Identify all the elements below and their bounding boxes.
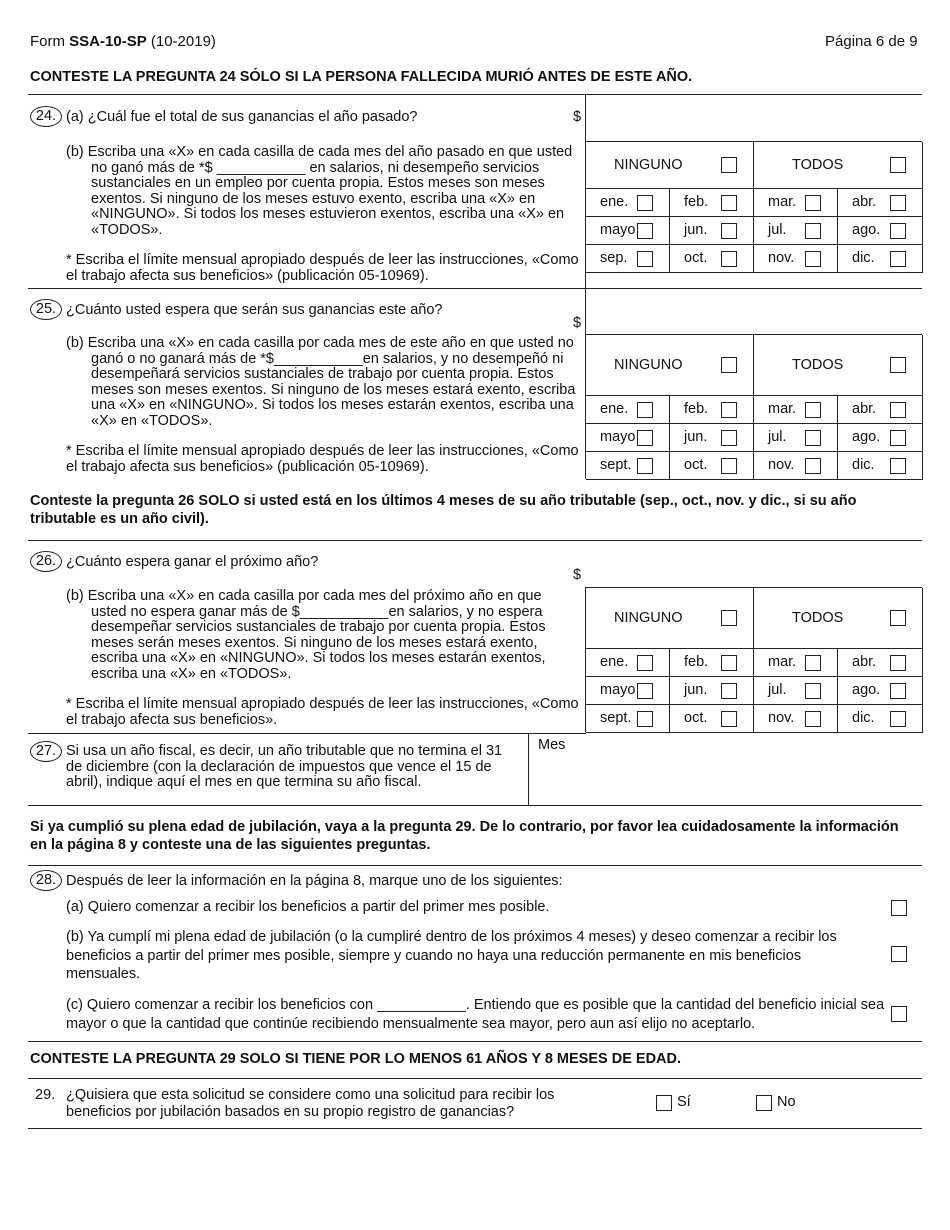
- q26-all-cell-label: TODOS: [792, 609, 844, 626]
- q26-all-checkbox[interactable]: [890, 610, 906, 626]
- q26-month-11: [838, 705, 923, 733]
- q24-month-8-label: sep.: [600, 250, 628, 267]
- q24-month-0: [586, 189, 670, 217]
- q26-month-10-label: nov.: [768, 710, 795, 727]
- q25-month-5-label: jun.: [684, 429, 708, 446]
- q26-month-9: [670, 705, 754, 733]
- q26-month-7-label: ago.: [852, 682, 881, 699]
- q25-month-checkbox-1[interactable]: [721, 402, 737, 418]
- q25-month-1-label: feb.: [684, 401, 709, 418]
- q24-month-checkbox-10[interactable]: [805, 251, 821, 267]
- q26-month-4-label: mayo: [600, 682, 636, 699]
- q26-month-9-label: oct.: [684, 710, 708, 727]
- q24-month-checkbox-4[interactable]: [637, 223, 653, 239]
- q28-instruction: Si ya cumplió su plena edad de jubilación, vaya a la pregunta 29. De lo contrario, por favor lea cuidadosamente la información en la página 8 y conteste una de las siguientes preguntas.: [30, 819, 899, 853]
- q27-text: Si usa un año fiscal, es decir, un año tributable que no termina el 31 de diciembre (con la declaración de impuestos que vence el 15 de abril), indique aquí el mes en que termina su año fiscal.: [66, 743, 503, 790]
- q24-month-6-label: jul.: [768, 222, 787, 239]
- q28a-checkbox[interactable]: [891, 900, 907, 916]
- q24-all-cell: [754, 142, 923, 189]
- q24-month-5-label: jun.: [684, 222, 708, 239]
- q25-month-5: [670, 424, 754, 452]
- q28a-text: (a) Quiero comenzar a recibir los beneficios a partir del primer mes posible.: [66, 899, 550, 915]
- q26-month-0-label: ene.: [600, 654, 629, 671]
- q24-month-8: [586, 245, 670, 273]
- q24-month-9: [670, 245, 754, 273]
- q25-month-checkbox-7[interactable]: [890, 430, 906, 446]
- q25-number: 25.: [30, 299, 62, 320]
- q26-month-checkbox-10[interactable]: [805, 711, 821, 727]
- q24-month-checkbox-7[interactable]: [890, 223, 906, 239]
- q25-month-checkbox-5[interactable]: [721, 430, 737, 446]
- q26-month-0: [586, 649, 670, 677]
- q26-month-5: [670, 677, 754, 705]
- q27-mes-label: Mes: [538, 737, 566, 753]
- q29-number: 29.: [35, 1087, 56, 1103]
- q25-month-10: [754, 452, 838, 480]
- q24-month-0-label: ene.: [600, 194, 629, 211]
- q26-all-cell: [754, 588, 923, 649]
- q26-month-checkbox-9[interactable]: [721, 711, 737, 727]
- q25-month-9-label: oct.: [684, 457, 708, 474]
- q24a-dollar: $: [573, 109, 582, 125]
- q24-month-4-label: mayo: [600, 222, 636, 239]
- q24-month-11: [838, 245, 923, 273]
- q26-month-1: [670, 649, 754, 677]
- q24-month-2-label: mar.: [768, 194, 797, 211]
- q25-month-6-label: jul.: [768, 429, 787, 446]
- q26-month-4: [586, 677, 670, 705]
- q24-month-checkbox-6[interactable]: [805, 223, 821, 239]
- q25-month-4-label: mayo: [600, 429, 636, 446]
- q25-none-cell: [586, 335, 754, 396]
- q24-month-checkbox-8[interactable]: [637, 251, 653, 267]
- q29-yes-label: Sí: [677, 1094, 691, 1110]
- q26a-dollar: $: [573, 567, 582, 583]
- q25b-text: (b) Escriba una «X» en cada casilla por cada mes de este año en que usted no ganó o no ganará más de *$___________en salarios, y no desempeñó ni desempeñará servicios sustanciales de trabajo por cuenta propia. Estos meses son meses exentos. Si ninguno de los meses estará exento, escriba una «X» en «NINGUNO». Si todos los meses estarán exentos, escriba una «X» en «TODOS».: [66, 335, 576, 429]
- q25-month-8-label: sept.: [600, 457, 632, 474]
- q26a-earnings-input[interactable]: [590, 546, 920, 584]
- q26-number: 26.: [30, 551, 62, 572]
- q25-none-cell-label: NINGUNO: [614, 356, 683, 373]
- q26-month-8-label: sept.: [600, 710, 632, 727]
- q24b-text: (b) Escriba una «X» en cada casilla de cada mes del año pasado en que usted no ganó más de *$ ___________ en salarios, ni desempeño servicios sustanciales en un empleo por cuenta propia. Estos meses son meses exentos. Si ninguno de los meses estuvo exento, escriba una «X» en «NINGUNO». Si todos los meses estuvieron exentos, escriba una «X» en «TODOS».: [66, 144, 573, 238]
- q25a-dollar: $: [573, 315, 582, 331]
- q25-month-checkbox-4[interactable]: [637, 430, 653, 446]
- q26-month-checkbox-3[interactable]: [890, 655, 906, 671]
- q26-month-checkbox-4[interactable]: [637, 683, 653, 699]
- q24-none-cell-label: NINGUNO: [614, 156, 683, 173]
- q25-month-checkbox-9[interactable]: [721, 458, 737, 474]
- q24-month-7-label: ago.: [852, 222, 881, 239]
- q24-month-5: [670, 217, 754, 245]
- q24-month-checkbox-1[interactable]: [721, 195, 737, 211]
- q24-month-checkbox-0[interactable]: [637, 195, 653, 211]
- q24-all-checkbox[interactable]: [890, 157, 906, 173]
- q29-no-label: No: [777, 1094, 796, 1110]
- q29-no-checkbox[interactable]: [756, 1095, 772, 1111]
- q24-month-checkbox-3[interactable]: [890, 195, 906, 211]
- q24-all-cell-label: TODOS: [792, 156, 844, 173]
- q25-month-8: [586, 452, 670, 480]
- q29-yes-checkbox[interactable]: [656, 1095, 672, 1111]
- q24-none-checkbox[interactable]: [721, 157, 737, 173]
- q26-month-checkbox-1[interactable]: [721, 655, 737, 671]
- q25-month-3-label: abr.: [852, 401, 877, 418]
- q26-month-5-label: jun.: [684, 682, 708, 699]
- q26-month-checkbox-0[interactable]: [637, 655, 653, 671]
- q25-month-11: [838, 452, 923, 480]
- q24-month-grid: [585, 141, 922, 272]
- q25-month-0: [586, 396, 670, 424]
- q26-month-2-label: mar.: [768, 654, 797, 671]
- q25-month-3: [838, 396, 923, 424]
- q25-month-checkbox-10[interactable]: [805, 458, 821, 474]
- q25-month-10-label: nov.: [768, 457, 795, 474]
- q29-instruction: CONTESTE LA PREGUNTA 29 SOLO SI TIENE POR LO MENOS 61 AÑOS Y 8 MESES DE EDAD.: [30, 1051, 682, 1067]
- q24a-earnings-input[interactable]: [590, 98, 920, 138]
- q26-instruction: Conteste la pregunta 26 SOLO si usted está en los últimos 4 meses de su año tributable (sep., oct., nov. y dic., si su año tributable es un año civil).: [30, 493, 857, 527]
- q24-none-cell: [586, 142, 754, 189]
- q26-none-checkbox[interactable]: [721, 610, 737, 626]
- q25-note: * Escriba el límite mensual apropiado después de leer las instrucciones, «Como el trabajo afecta sus beneficios» (publicación 05-10969).: [66, 443, 579, 475]
- q24-note: * Escriba el límite mensual apropiado después de leer las instrucciones, «Como el trabajo afecta sus beneficios» (publicación 05-10969).: [66, 252, 579, 284]
- q28c-checkbox[interactable]: [891, 1006, 907, 1022]
- q24-month-checkbox-9[interactable]: [721, 251, 737, 267]
- q26-month-7: [838, 677, 923, 705]
- q25-month-7-label: ago.: [852, 429, 881, 446]
- q25a-text: ¿Cuánto usted espera que serán sus ganancias este año?: [66, 302, 443, 318]
- q25-month-grid: [585, 334, 922, 479]
- q26-month-checkbox-5[interactable]: [721, 683, 737, 699]
- q25a-earnings-input[interactable]: [590, 292, 920, 332]
- q24-month-1-label: feb.: [684, 194, 709, 211]
- q25-month-1: [670, 396, 754, 424]
- q25-month-checkbox-11[interactable]: [890, 458, 906, 474]
- q26-month-checkbox-7[interactable]: [890, 683, 906, 699]
- q24-month-4: [586, 217, 670, 245]
- q25-month-11-label: dic.: [852, 457, 875, 474]
- q25-month-4: [586, 424, 670, 452]
- q25-month-6: [754, 424, 838, 452]
- form-number: Form SSA-10-SP (10-2019): [30, 33, 216, 50]
- q25-month-checkbox-2[interactable]: [805, 402, 821, 418]
- q25-all-checkbox[interactable]: [890, 357, 906, 373]
- q24-month-10-label: nov.: [768, 250, 795, 267]
- q26-month-checkbox-8[interactable]: [637, 711, 653, 727]
- q25-month-2: [754, 396, 838, 424]
- q25-month-checkbox-8[interactable]: [637, 458, 653, 474]
- q24-instruction: CONTESTE LA PREGUNTA 24 SÓLO SI LA PERSONA FALLECIDA MURIÓ ANTES DE ESTE AÑO.: [30, 69, 693, 85]
- q24-month-6: [754, 217, 838, 245]
- q28-number: 28.: [30, 870, 62, 891]
- q26-month-8: [586, 705, 670, 733]
- q28b-checkbox[interactable]: [891, 946, 907, 962]
- q28c-text: (c) Quiero comenzar a recibir los beneficios con ___________. Entiendo que es posible que la cantidad del beneficio inicial sea mayor o que la cantidad que continúe recibiendo mensualmente sea mayor, pero aun así elijo no aceptarlo.: [66, 997, 885, 1032]
- q25-all-cell-label: TODOS: [792, 356, 844, 373]
- q25-none-checkbox[interactable]: [721, 357, 737, 373]
- q24-month-checkbox-5[interactable]: [721, 223, 737, 239]
- q25-month-2-label: mar.: [768, 401, 797, 418]
- q24-month-7: [838, 217, 923, 245]
- q26-month-1-label: feb.: [684, 654, 709, 671]
- q26-month-checkbox-2[interactable]: [805, 655, 821, 671]
- q24-month-9-label: oct.: [684, 250, 708, 267]
- q25-month-checkbox-3[interactable]: [890, 402, 906, 418]
- q24-month-2: [754, 189, 838, 217]
- q24-month-11-label: dic.: [852, 250, 875, 267]
- q26-note: * Escriba el límite mensual apropiado después de leer las instrucciones, «Como el trabajo afecta sus beneficios».: [66, 696, 579, 728]
- q26-month-3: [838, 649, 923, 677]
- q26a-text: ¿Cuánto espera ganar el próximo año?: [66, 554, 319, 570]
- q24-month-checkbox-11[interactable]: [890, 251, 906, 267]
- q26-month-2: [754, 649, 838, 677]
- q27-number: 27.: [30, 741, 62, 762]
- q26-month-checkbox-11[interactable]: [890, 711, 906, 727]
- q26-none-cell: [586, 588, 754, 649]
- q24-number: 24.: [30, 106, 62, 127]
- q27-month-input[interactable]: [560, 740, 920, 802]
- q29-text: ¿Quisiera que esta solicitud se considere como una solicitud para recibir los beneficios por jubilación basados en su propio registro de ganancias?: [66, 1087, 555, 1120]
- q25-month-checkbox-6[interactable]: [805, 430, 821, 446]
- q26b-text: (b) Escriba una «X» en cada casilla por cada mes del próximo año en que usted no espera ganar más de $___________en salarios, y no espera desempeñar servicios sustanciales de trabajo por cuenta propia. Estos meses serán meses exentos. Si ninguno de los meses estará exento, escriba una «X» en «NINGUNO». Si todos los meses estarán exentos, escriba una «X» en «TODOS».: [66, 588, 546, 682]
- q24-month-1: [670, 189, 754, 217]
- q26-month-10: [754, 705, 838, 733]
- q25-all-cell: [754, 335, 923, 396]
- q24-month-3-label: abr.: [852, 194, 877, 211]
- q26-month-6: [754, 677, 838, 705]
- q25-month-0-label: ene.: [600, 401, 629, 418]
- q24-month-3: [838, 189, 923, 217]
- page-number: Página 6 de 9: [825, 33, 918, 50]
- q26-month-grid: [585, 587, 922, 732]
- q24-month-checkbox-2[interactable]: [805, 195, 821, 211]
- q25-month-7: [838, 424, 923, 452]
- q24-month-10: [754, 245, 838, 273]
- q26-month-3-label: abr.: [852, 654, 877, 671]
- q25-month-9: [670, 452, 754, 480]
- q28b-text: (b) Ya cumplí mi plena edad de jubilación (o la cumpliré dentro de los próximos 4 meses) y deseo comenzar a recibir los beneficios a partir del primer mes posible, siempre y cuando no haya una reducción permanente en mis beneficios mensuales.: [66, 929, 837, 982]
- q26-month-11-label: dic.: [852, 710, 875, 727]
- q24a-text: (a) ¿Cuál fue el total de sus ganancias el año pasado?: [66, 109, 418, 125]
- q26-month-checkbox-6[interactable]: [805, 683, 821, 699]
- q25-month-checkbox-0[interactable]: [637, 402, 653, 418]
- q26-month-6-label: jul.: [768, 682, 787, 699]
- q26-none-cell-label: NINGUNO: [614, 609, 683, 626]
- q28-lead: Después de leer la información en la página 8, marque uno de los siguientes:: [66, 873, 563, 889]
